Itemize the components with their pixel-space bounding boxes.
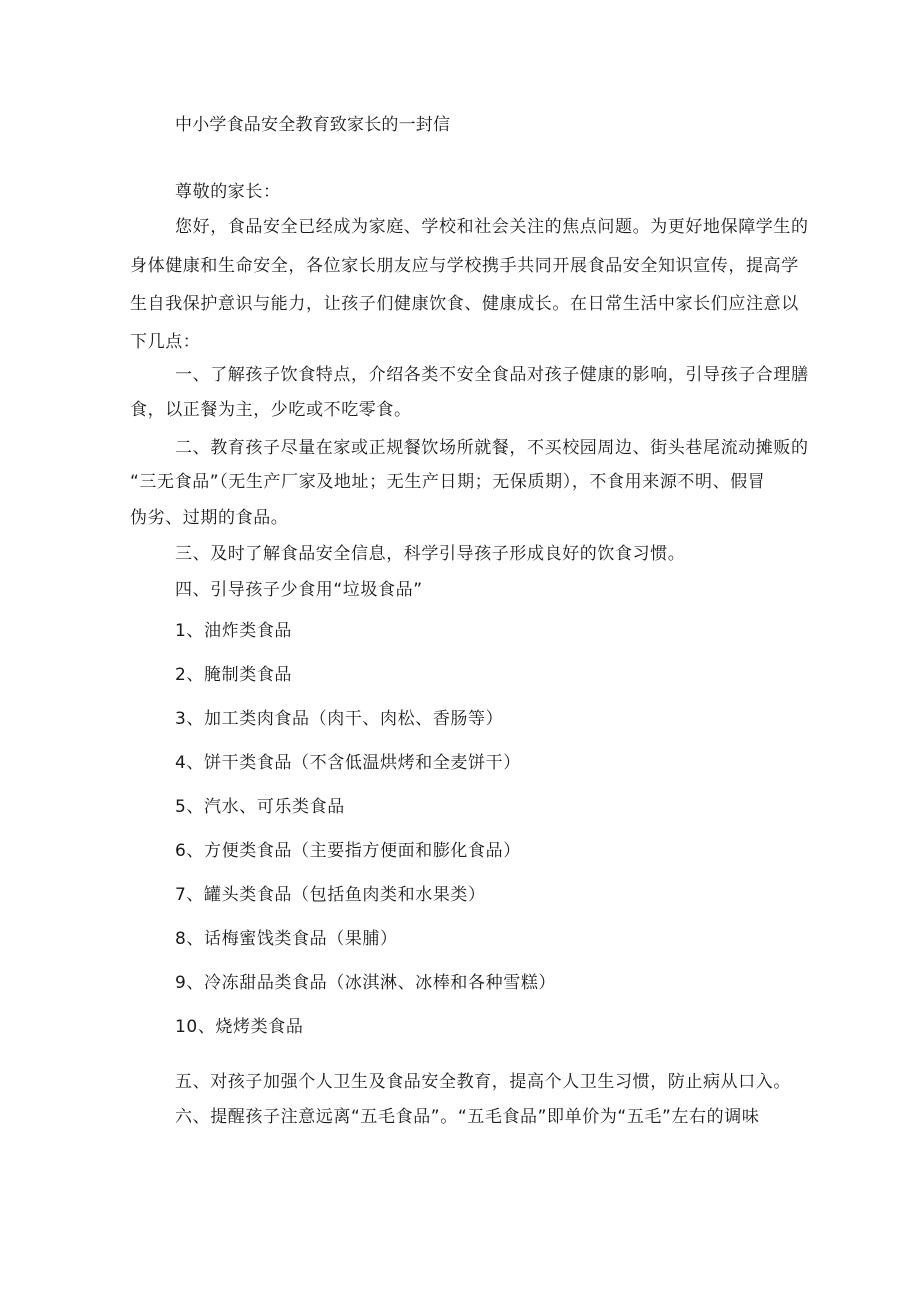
junk-food-item: 10、烧烤类食品 [175,1017,304,1037]
junk-food-item: 6、方便类食品（主要指方便面和膨化食品） [175,841,521,861]
item-two-line: 二、教育孩子尽量在家或正规餐饮场所就餐，不买校园周边、街头巷尾流动摊贩的 [175,438,809,458]
junk-food-item: 3、加工类肉食品（肉干、肉松、香肠等） [175,709,504,729]
greeting: 尊敬的家长： [175,182,281,202]
junk-food-item: 7、罐头类食品（包括鱼肉类和水果类） [175,885,486,905]
item-six: 六、提醒孩子注意远离“五毛食品”。“五毛食品”即单价为“五毛”左右的调味 [175,1107,760,1127]
item-two-line: 伪劣、过期的食品。 [130,508,289,528]
item-five: 五、对孩子加强个人卫生及食品安全教育，提高个人卫生习惯，防止病从口入。 [175,1072,791,1092]
junk-food-item: 8、话梅蜜饯类食品（果脯） [175,929,398,949]
intro-line: 您好，食品安全已经成为家庭、学校和社会关注的焦点问题。为更好地保障学生的 [175,217,809,237]
item-two-line: “三无食品”（无生产厂家及地址；无生产日期；无保质期），不食用来源不明、假冒 [130,472,766,492]
item-three: 三、及时了解食品安全信息，科学引导孩子形成良好的饮食习惯。 [175,544,686,564]
item-four: 四、引导孩子少食用“垃圾食品” [175,580,423,600]
junk-food-item: 2、腌制类食品 [175,665,293,685]
junk-food-item: 4、饼干类食品（不含低温烘烤和全麦饼干） [175,753,521,773]
junk-food-item: 5、汽水、可乐类食品 [175,797,345,817]
letter-title: 中小学食品安全教育致家长的一封信 [175,115,451,135]
junk-food-item: 1、油炸类食品 [175,621,293,641]
intro-line: 生自我保护意识与能力，让孩子们健康饮食、健康成长。在日常生活中家长们应注意以 [130,294,799,314]
intro-line: 下几点： [130,332,201,352]
intro-line: 身体健康和生命安全，各位家长朋友应与学校携手共同开展食品安全知识宣传，提高学 [130,256,799,276]
item-one-line: 一、了解孩子饮食特点，介绍各类不安全食品对孩子健康的影响，引导孩子合理膳 [175,365,809,385]
junk-food-item: 9、冷冻甜品类食品（冰淇淋、冰棒和各种雪糕） [175,973,557,993]
item-one-line: 食，以正餐为主，少吃或不吃零食。 [130,400,412,420]
